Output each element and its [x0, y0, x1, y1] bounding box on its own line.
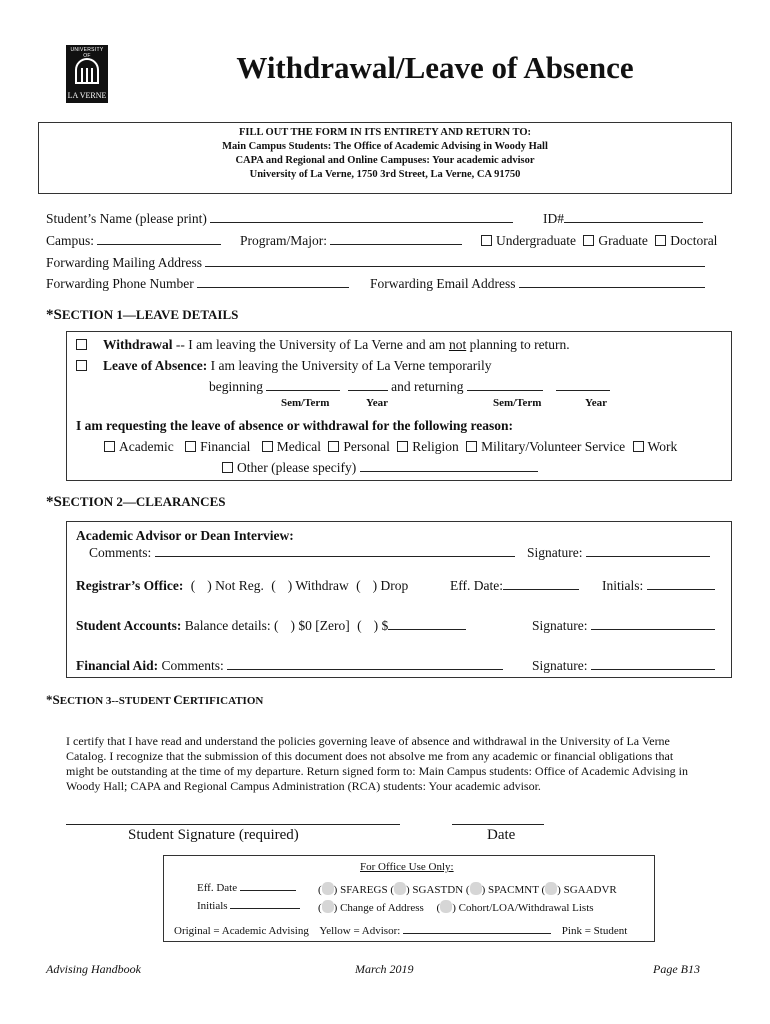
advisor-signature-field[interactable]: [586, 556, 710, 557]
instruction-line: FILL OUT THE FORM IN ITS ENTIRETY AND RETURN TO:: [238, 127, 532, 138]
office-codes-row1: ( ) SFAREGS ( ) SGASTDN ( ) SPACMNT ( ) SGAADVR: [318, 884, 617, 896]
page-title: Withdrawal/Leave of Absence: [236, 50, 634, 85]
advisor-signature-row: Signature:: [527, 545, 710, 561]
begin-year-caption: Year: [366, 397, 388, 409]
other-row: Other (please specify): [222, 460, 538, 476]
leave-row: Leave of Absence: I am leaving the University of La Verne temporarily: [76, 358, 492, 374]
date-caption: Date: [487, 827, 516, 843]
balance-field[interactable]: [388, 629, 466, 630]
return-term-caption: Sem/Term: [493, 397, 542, 409]
reason-other-checkbox[interactable]: [222, 462, 233, 473]
graduate-label: Graduate: [598, 233, 648, 248]
program-label: Program/Major:: [240, 233, 327, 248]
footer-center: March 2019: [355, 962, 414, 976]
withdrawal-checkbox[interactable]: [76, 339, 87, 350]
sfaregs-option[interactable]: ) SFAREGS: [333, 884, 388, 896]
change-address-option[interactable]: ) Change of Address: [333, 902, 424, 914]
office-codes-row2: ( ) Change of Address ( ) Cohort/LOA/Withdrawal Lists: [318, 902, 594, 914]
mailing-row: [46, 255, 705, 271]
finaid-signature-row: Signature:: [532, 658, 715, 674]
level-options: [481, 233, 717, 249]
zero-option[interactable]: ) $0 [Zero]: [290, 618, 350, 633]
email-label: Forwarding Email Address: [370, 276, 516, 291]
other-field[interactable]: [360, 471, 538, 472]
advisor-comments-row: Comments:: [89, 545, 515, 561]
sgastdn-option[interactable]: ) SGASTDN: [406, 884, 464, 896]
return-year-field[interactable]: [556, 390, 610, 391]
name-label: Student’s Name (please print): [46, 211, 207, 226]
accounts-row: Student Accounts: Balance details: ( ) $0 [Zero] ( ) $: [76, 618, 466, 634]
campus-row: [46, 233, 221, 249]
begin-year-field[interactable]: [348, 390, 388, 391]
instruction-line: Main Campus Students: The Office of Academic Advising in Woody Hall: [222, 141, 548, 152]
date-line[interactable]: [452, 824, 544, 825]
graduate-checkbox[interactable]: [583, 235, 594, 246]
reason-military-checkbox[interactable]: [466, 441, 477, 452]
name-row: [46, 211, 513, 227]
begin-term-field[interactable]: [266, 390, 340, 391]
id-field[interactable]: [564, 222, 703, 223]
reason-personal-checkbox[interactable]: [328, 441, 339, 452]
university-logo: [66, 45, 108, 103]
id-label: ID#: [543, 211, 564, 226]
reason-medical-checkbox[interactable]: [262, 441, 273, 452]
certification-paragraph: I certify that I have read and understand the policies governing leave of absence and withdrawal in the University of La Verne Catalog. I recognize that the submission of this document does not absolve me from any academic or financial obligations that might be outstanding at the time of my departure. Return signed form to: Main Campus students: Office of Academic Advising in Woody Hall; CAPA and Regional Campus Administration (RCA) students: Your academic advisor.: [66, 734, 689, 793]
reason-options: Academic Financial Medical Personal Religion Military/Volunteer Service Work: [104, 439, 677, 455]
office-eff-date-row: Eff. Date: [197, 882, 296, 894]
begin-term-caption: Sem/Term: [281, 397, 330, 409]
eff-date-row: Eff. Date:: [450, 578, 579, 594]
reason-heading: I am requesting the leave of absence or withdrawal for the following reason:: [76, 418, 513, 433]
finaid-comments-field[interactable]: [227, 669, 503, 670]
email-row: [370, 276, 705, 292]
logo-bottom-text: LA VERNE: [67, 91, 107, 100]
withdrawal-row: Withdrawal -- I am leaving the University of La Verne and am not planning to return.: [76, 337, 570, 353]
spacmnt-option[interactable]: ) SPACMNT: [481, 884, 539, 896]
section1-title: *SECTION 1—LEAVE DETAILS: [46, 307, 239, 323]
section1-box: [66, 331, 732, 481]
office-initials-field[interactable]: [230, 908, 300, 909]
reason-work-checkbox[interactable]: [633, 441, 644, 452]
reason-religion-checkbox[interactable]: [397, 441, 408, 452]
name-field[interactable]: [210, 222, 513, 223]
program-row: [240, 233, 462, 249]
registrar-row: Registrar’s Office: ( ) Not Reg. ( ) Withdraw ( ) Drop: [76, 578, 409, 593]
undergraduate-checkbox[interactable]: [481, 235, 492, 246]
withdraw-option[interactable]: ) Withdraw: [287, 578, 349, 593]
student-signature-caption: Student Signature (required): [128, 827, 299, 843]
reason-financial-checkbox[interactable]: [185, 441, 196, 452]
office-heading: For Office Use Only:: [360, 861, 454, 873]
sgaadvr-option[interactable]: ) SGAADVR: [557, 884, 617, 896]
cohort-lists-option[interactable]: ) Cohort/LOA/Withdrawal Lists: [452, 902, 594, 914]
undergraduate-label: Undergraduate: [496, 233, 576, 248]
phone-label: Forwarding Phone Number: [46, 276, 194, 291]
instruction-line: University of La Verne, 1750 3rd Street, La Verne, CA 91750: [249, 169, 521, 180]
logo-arch-icon: [75, 58, 99, 84]
accounts-signature-field[interactable]: [591, 629, 715, 630]
phone-row: [46, 276, 349, 292]
drop-option[interactable]: ) Drop: [372, 578, 409, 593]
leave-checkbox[interactable]: [76, 360, 87, 371]
footer-left: Advising Handbook: [46, 962, 141, 976]
campus-field[interactable]: [97, 244, 221, 245]
instructions-box: [38, 122, 732, 194]
advisor-heading: Academic Advisor or Dean Interview:: [76, 528, 294, 543]
reason-academic-checkbox[interactable]: [104, 441, 115, 452]
dates-row: beginning and returning: [209, 379, 610, 395]
not-reg-option[interactable]: ) Not Reg.: [207, 578, 264, 593]
footer-right: Page B13: [653, 962, 700, 976]
section2-title: *SECTION 2—CLEARANCES: [46, 494, 226, 510]
section3-title: *SECTION 3--STUDENT CERTIFICATION: [46, 692, 264, 707]
finaid-signature-field[interactable]: [591, 669, 715, 670]
instruction-line: CAPA and Regional and Online Campuses: Your academic advisor: [235, 155, 535, 166]
office-eff-date-field[interactable]: [240, 890, 296, 891]
office-initials-row: Initials: [197, 900, 300, 912]
logo-top-text: UNIVERSITY OF: [70, 47, 104, 59]
advisor-comments-field[interactable]: [155, 556, 515, 557]
program-field[interactable]: [330, 244, 462, 245]
return-term-field[interactable]: [467, 390, 543, 391]
campus-label: Campus:: [46, 233, 95, 248]
return-year-caption: Year: [585, 397, 607, 409]
student-signature-line[interactable]: [66, 824, 400, 825]
finaid-row: Financial Aid: Comments:: [76, 658, 503, 674]
email-field[interactable]: [519, 287, 705, 288]
eff-date-field[interactable]: [503, 589, 579, 590]
mailing-label: Forwarding Mailing Address: [46, 255, 202, 270]
office-copies-row: Original = Academic Advising Yellow = Advisor: Pink = Student: [174, 925, 628, 937]
accounts-signature-row: Signature:: [532, 618, 715, 634]
initials-field[interactable]: [647, 589, 715, 590]
office-advisor-field[interactable]: [403, 933, 551, 934]
mailing-field[interactable]: [205, 266, 705, 267]
phone-field[interactable]: [197, 287, 349, 288]
initials-row: Initials:: [602, 578, 715, 594]
doctoral-label: Doctoral: [670, 233, 718, 248]
id-row: [543, 211, 703, 227]
doctoral-checkbox[interactable]: [655, 235, 666, 246]
